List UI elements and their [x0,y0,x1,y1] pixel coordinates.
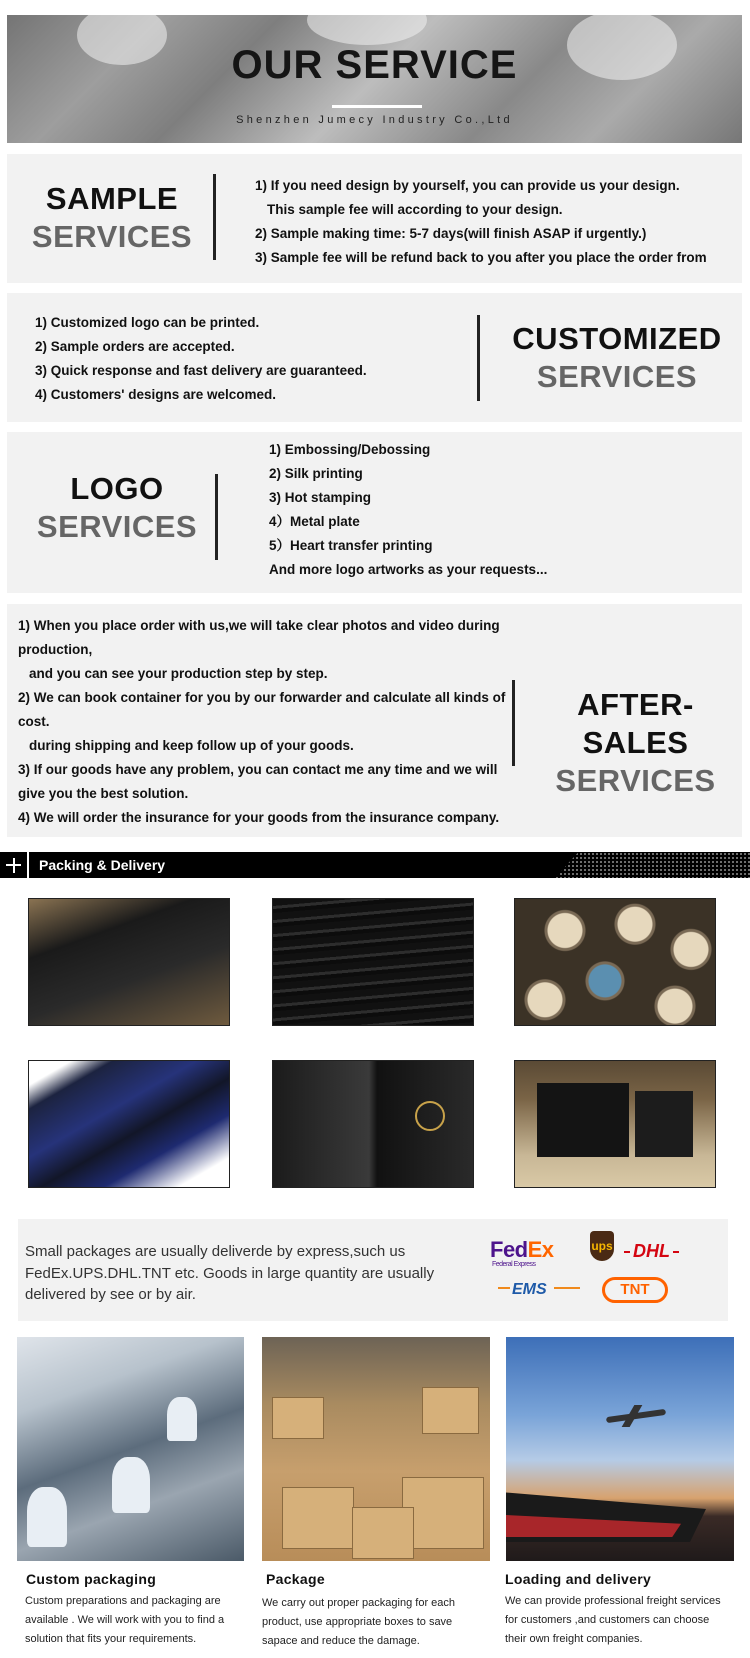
ems-logo-text: EMS [512,1281,547,1298]
list-item: cost. [18,714,50,729]
list-item: 1) When you place order with us,we will take clear photos and video during [18,618,500,633]
description-line: available . We will work with you to find a [25,1614,225,1626]
description-line: product, use appropriate boxes to save [262,1616,453,1628]
carton-box [422,1387,479,1434]
list-item: 3) Hot stamping [269,490,372,505]
fedex-logo-fed: Fed [490,1237,528,1262]
sample-services-panel [7,154,742,283]
after-sales-services-panel [7,604,742,837]
packing-photo [514,898,716,1026]
heading-primary: SAMPLE [45,181,179,216]
worker-figure [112,1457,150,1513]
heading-secondary: SERVICES [536,359,698,394]
logo-services-heading [17,470,217,546]
after-sales-services-heading [529,686,742,800]
list-item: 2) Sample making time: 5-7 days(will finish ASAP if urgently.) [255,226,647,241]
fedex-logo-ex: Ex [527,1237,554,1262]
page-title: OUR SERVICE [231,43,518,87]
packing-photo [272,1060,474,1188]
list-item: give you the best solution. [18,786,189,801]
after-sales-services-list [18,614,505,830]
description-line: sapace and reduce the damage. [262,1635,420,1647]
divider [213,174,216,260]
custom-packaging-photo [17,1337,244,1561]
heading-secondary: SERVICES [36,509,198,544]
title-underline [332,105,422,108]
description-line: their own freight companies. [505,1633,643,1645]
list-item: 4) Customers' designs are welcomed. [35,387,277,402]
card-description [262,1594,455,1651]
customized-services-panel [7,293,742,422]
worker-figure [27,1487,67,1547]
header-banner [7,15,742,143]
fedex-logo-subtext: Federal Express [492,1261,536,1268]
carton-box [352,1507,414,1559]
divider [215,474,218,560]
ems-logo-swoosh [554,1287,580,1289]
heading-secondary: SERVICES [555,763,716,798]
list-item: 4）Metal plate [269,514,360,529]
dhl-logo-text: DHL [630,1241,673,1261]
packing-photo [514,1060,716,1188]
card-description [25,1592,224,1649]
heading-primary: LOGO [70,471,164,506]
list-item: 1) Embossing/Debossing [269,442,431,457]
carton-box [272,1397,324,1439]
customized-services-heading [497,320,737,396]
packing-photo [28,898,230,1026]
sample-services-list [255,174,707,270]
company-subtitle: Shenzhen Jumecy Industry Co.,Ltd [236,114,513,126]
description-line: solution that fits your requirements. [25,1633,197,1645]
shipping-info-panel [18,1219,728,1321]
gift-box [537,1083,629,1157]
list-item: 5）Heart transfer printing [269,538,433,553]
list-item: 1) Customized logo can be printed. [35,315,260,330]
card-title: Custom packaging [26,1571,157,1587]
list-item: during shipping and keep follow up of your goods. [29,738,354,753]
gift-box [635,1091,693,1157]
divider [477,315,480,401]
fedex-logo [490,1237,554,1268]
loading-delivery-photo [506,1337,734,1561]
description-line: We carry out proper packaging for each [262,1597,456,1609]
list-item: And more logo artworks as your requests... [269,562,548,577]
shipping-description: Small packages are usually deliverde by express,such us FedEx.UPS.DHL.TNT etc. Goods in large quantity are usually delivered by see or by air. [25,1243,435,1303]
ems-logo-swoosh [498,1287,510,1289]
package-photo [262,1337,490,1561]
list-item: 4) We will order the insurance for your goods from the insurance company. [18,810,500,825]
list-item: This sample fee will according to your design. [267,202,563,217]
sample-services-heading [17,180,207,256]
heading-primary: AFTER-SALES [577,687,694,760]
carton-box [282,1487,354,1549]
dhl-logo [630,1241,673,1262]
dot-pattern [555,852,750,878]
packing-photo [272,898,474,1026]
heading-secondary: SERVICES [31,219,193,254]
list-item: 2) Silk printing [269,466,363,481]
list-item: and you can see your production step by step. [29,666,328,681]
packing-photo [28,1060,230,1188]
card-title: Package [266,1571,325,1587]
list-item: production, [18,642,93,657]
logo-services-panel [7,432,742,593]
list-item: 3) If our goods have any problem, you can contact me any time and we will [18,762,498,777]
description-line: for customers ,and customers can choose [505,1614,710,1626]
heading-primary: CUSTOMIZED [512,321,722,356]
list-item: 2) Sample orders are accepted. [35,339,235,354]
ems-logo [512,1281,547,1299]
logo-emblem [415,1101,445,1131]
description-line: Custom preparations and packaging are [25,1595,221,1607]
description-line: We can provide professional freight services [505,1595,721,1607]
worker-figure [167,1397,197,1441]
logo-services-list [269,438,547,582]
list-item: 2) We can book container for you by our forwarder and calculate all kinds of [18,690,506,705]
tnt-logo: TNT [602,1277,668,1303]
packing-delivery-bar [0,852,750,878]
list-item: 3) Sample fee will be refund back to you after you place the order from [255,250,707,265]
plus-icon[interactable] [0,852,29,878]
section-title: Packing & Delivery [39,857,166,873]
list-item: 3) Quick response and fast delivery are guaranteed. [35,363,367,378]
card-description [505,1592,721,1649]
ups-logo: ups [590,1231,614,1261]
customized-services-list [35,311,367,407]
carton-box [402,1477,484,1549]
divider [512,680,515,766]
list-item: 1) If you need design by yourself, you can provide us your design. [255,178,680,193]
card-title: Loading and delivery [505,1571,652,1587]
